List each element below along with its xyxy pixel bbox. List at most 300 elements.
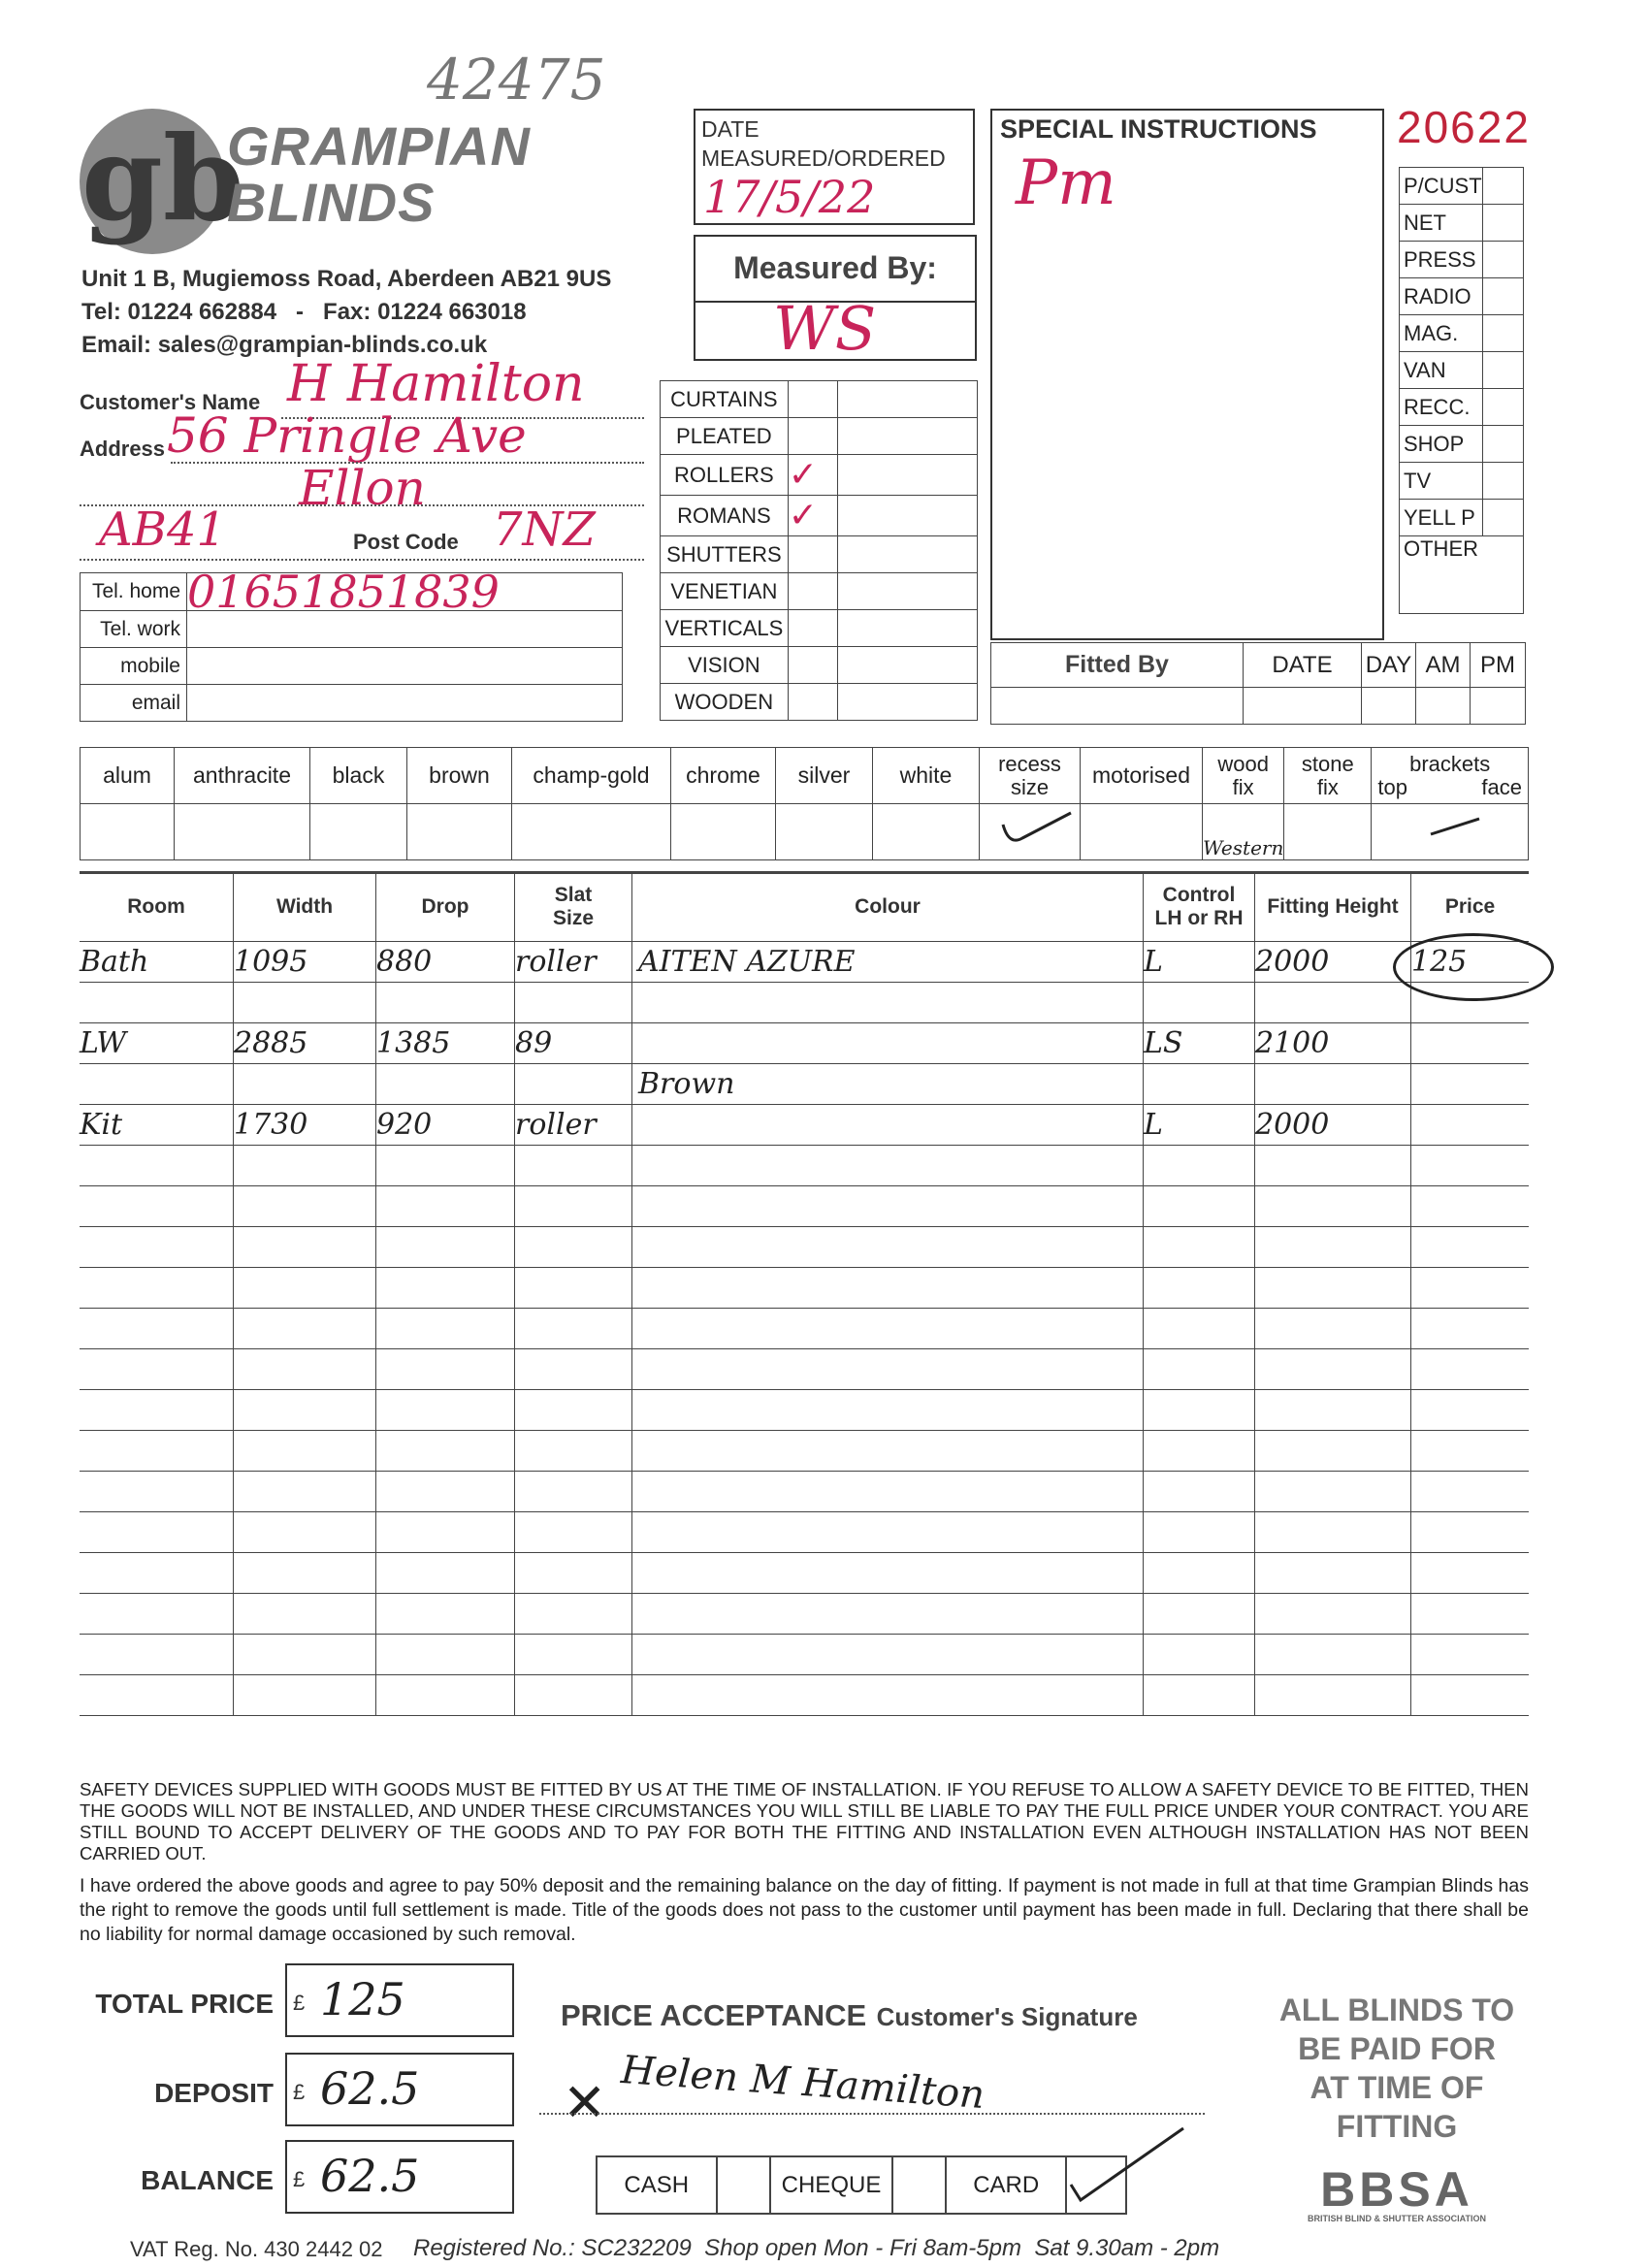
product-row[interactable] (661, 610, 978, 647)
order-cell-slat[interactable] (515, 1064, 632, 1105)
option-chrome-check[interactable] (671, 804, 776, 860)
order-cell-fitting-height[interactable] (1255, 1268, 1411, 1309)
deposit-value: 62.5 (320, 2062, 420, 2115)
order-cell-price[interactable] (1411, 1146, 1530, 1186)
fitted-by-field[interactable] (991, 688, 1244, 725)
source-label: VAN (1400, 352, 1483, 389)
order-cell-room[interactable]: LW (80, 1023, 234, 1064)
fitted-day-field[interactable] (1362, 688, 1416, 725)
address-line2[interactable]: Ellon (299, 460, 426, 516)
order-cell-colour[interactable] (632, 1186, 1144, 1227)
option-wood-fix-value[interactable]: Western (1203, 804, 1284, 860)
order-row[interactable] (80, 1186, 1529, 1227)
order-cell-colour[interactable]: Brown (632, 1064, 1144, 1105)
price-circle (1393, 933, 1554, 1001)
bbsa-wordmark: BBSA (1320, 2162, 1473, 2217)
product-tick[interactable]: ✓ (788, 496, 837, 536)
order-cell-width[interactable] (234, 1227, 376, 1268)
option-recess-line1: recess (998, 751, 1061, 776)
logo-letters: gb (81, 111, 244, 247)
order-cell-drop[interactable]: 880 (376, 942, 515, 983)
source-row[interactable] (1400, 242, 1524, 278)
order-cell-drop[interactable] (376, 1064, 515, 1105)
order-cell-colour[interactable] (632, 1553, 1144, 1594)
order-cell-room[interactable] (80, 1594, 234, 1635)
order-cell-colour[interactable] (632, 1268, 1144, 1309)
order-cell-width[interactable] (234, 1553, 376, 1594)
order-cell-slat[interactable]: 89 (515, 1023, 632, 1064)
order-cell-slat[interactable] (515, 1675, 632, 1716)
product-row[interactable] (661, 455, 978, 496)
order-row[interactable] (80, 1553, 1529, 1594)
fitted-by-label: Fitted By (991, 643, 1244, 688)
order-row[interactable] (80, 1309, 1529, 1349)
order-cell-room[interactable] (80, 1186, 234, 1227)
order-cell-slat[interactable]: roller (515, 942, 632, 983)
order-cell-control[interactable] (1144, 1431, 1255, 1472)
option-champ-gold: champ-gold (512, 748, 671, 804)
order-cell-fitting-height[interactable] (1255, 1553, 1411, 1594)
registration-info: Registered No.: SC232209 Shop open Mon - Fri 8am-5pm Sat 9.30am - 2pm (413, 2235, 1220, 2261)
order-cell-fitting-height[interactable] (1255, 1146, 1411, 1186)
option-brackets-label: brackets (1409, 751, 1491, 776)
source-label: RECC. (1400, 389, 1483, 426)
order-cell-colour[interactable] (632, 1472, 1144, 1512)
order-cell-colour[interactable] (632, 1105, 1144, 1146)
option-alum: alum (81, 748, 175, 804)
product-tick[interactable] (788, 573, 837, 610)
source-row[interactable] (1400, 463, 1524, 500)
notice-line: BE PAID FOR (1298, 2031, 1496, 2066)
fitted-date-field[interactable] (1244, 688, 1362, 725)
source-row[interactable] (1400, 315, 1524, 352)
order-cell-drop[interactable] (376, 1431, 515, 1472)
payment-notice (1251, 1991, 1542, 2146)
deposit-field[interactable] (285, 2053, 514, 2126)
deposit-label: DEPOSIT (154, 2078, 274, 2108)
order-cell-slat[interactable] (515, 1594, 632, 1635)
order-cell-price[interactable] (1411, 1105, 1530, 1146)
order-cell-width[interactable] (234, 1146, 376, 1186)
option-wood-fix (1203, 748, 1284, 804)
order-cell-colour[interactable]: AITEN AZURE (632, 942, 1144, 983)
order-cell-width[interactable] (234, 1268, 376, 1309)
order-row[interactable] (80, 983, 1529, 1023)
order-cell-room[interactable] (80, 1675, 234, 1716)
order-cell-room[interactable] (80, 1390, 234, 1431)
company-email: Email: sales@grampian-blinds.co.uk (81, 332, 488, 358)
order-cell-width[interactable] (234, 1675, 376, 1716)
order-cell-drop[interactable] (376, 1635, 515, 1675)
order-cell-control[interactable] (1144, 1349, 1255, 1390)
order-cell-price[interactable] (1411, 1186, 1530, 1227)
order-cell-fitting-height[interactable] (1255, 1349, 1411, 1390)
order-row[interactable] (80, 1023, 1529, 1064)
order-cell-width[interactable] (234, 1186, 376, 1227)
order-cell-fitting-height[interactable] (1255, 1512, 1411, 1553)
order-cell-room[interactable] (80, 1512, 234, 1553)
bbsa-logo (1280, 2162, 1513, 2223)
order-cell-slat[interactable] (515, 1390, 632, 1431)
postcode-value[interactable]: 7NZ (493, 502, 596, 557)
option-black: black (310, 748, 407, 804)
option-champ-gold-check[interactable] (512, 804, 671, 860)
col-width-header: Width (234, 873, 376, 942)
order-table (80, 873, 1529, 1716)
price-acceptance-label (561, 1998, 1138, 2033)
fitted-day-label: DAY (1362, 643, 1416, 688)
notice-line: ALL BLINDS TO (1278, 1993, 1515, 2027)
tel-home-field[interactable]: 01651851839 (187, 573, 623, 611)
order-cell-drop[interactable] (376, 1594, 515, 1635)
product-row[interactable] (661, 381, 978, 418)
order-row[interactable] (80, 1635, 1529, 1675)
order-cell-price[interactable] (1411, 1594, 1530, 1635)
order-cell-price[interactable]: 125 (1411, 942, 1530, 983)
order-cell-width[interactable]: 2885 (234, 1023, 376, 1064)
product-tick[interactable]: ✓ (788, 455, 837, 496)
order-cell-control[interactable] (1144, 1186, 1255, 1227)
order-cell-colour[interactable] (632, 1594, 1144, 1635)
measured-by-label: Measured By: (733, 250, 937, 285)
order-cell-drop[interactable] (376, 1675, 515, 1716)
date-label-2: MEASURED/ORDERED (701, 146, 946, 171)
total-price-field[interactable] (285, 1963, 514, 2037)
order-row[interactable] (80, 1594, 1529, 1635)
order-cell-slat[interactable] (515, 1309, 632, 1349)
order-cell-fitting-height[interactable]: 2000 (1255, 942, 1411, 983)
price-acceptance-title: PRICE ACCEPTANCE (561, 1998, 867, 2032)
total-price-label: TOTAL PRICE (95, 1989, 274, 2019)
order-cell-slat[interactable] (515, 1146, 632, 1186)
order-cell-slat[interactable] (515, 1349, 632, 1390)
order-cell-price[interactable] (1411, 1431, 1530, 1472)
option-top-label: top (1377, 774, 1407, 799)
order-cell-colour[interactable] (632, 983, 1144, 1023)
order-cell-slat[interactable] (515, 983, 632, 1023)
order-cell-control[interactable] (1144, 1594, 1255, 1635)
notice-line: AT TIME OF (1310, 2070, 1484, 2105)
order-cell-fitting-height[interactable]: 2100 (1255, 1023, 1411, 1064)
col-slat-line2: Size (552, 907, 595, 929)
order-cell-drop[interactable] (376, 1268, 515, 1309)
card-label: CARD (946, 2156, 1066, 2214)
option-silver-check[interactable] (776, 804, 873, 860)
source-label: TV (1400, 463, 1483, 500)
order-cell-slat[interactable] (515, 1227, 632, 1268)
order-cell-fitting-height[interactable] (1255, 1635, 1411, 1675)
fitted-pm-field[interactable] (1471, 688, 1526, 725)
cheque-check[interactable] (892, 2156, 947, 2214)
product-label: SHUTTERS (661, 536, 789, 573)
col-drop-header: Drop (376, 873, 515, 942)
order-cell-drop[interactable] (376, 1512, 515, 1553)
order-cell-drop[interactable] (376, 1186, 515, 1227)
order-cell-width[interactable] (234, 983, 376, 1023)
order-cell-colour[interactable] (632, 1227, 1144, 1268)
source-row[interactable] (1400, 205, 1524, 242)
order-cell-slat[interactable] (515, 1431, 632, 1472)
source-row[interactable] (1400, 168, 1524, 205)
order-row[interactable] (80, 1431, 1529, 1472)
order-cell-colour[interactable] (632, 1431, 1144, 1472)
order-cell-control[interactable] (1144, 1309, 1255, 1349)
option-white: white (873, 748, 980, 804)
order-cell-width[interactable] (234, 1349, 376, 1390)
order-cell-width[interactable] (234, 1390, 376, 1431)
col-fitting-height-header: Fitting Height (1255, 873, 1411, 942)
order-cell-fitting-height[interactable] (1255, 983, 1411, 1023)
order-cell-drop[interactable] (376, 1309, 515, 1349)
order-cell-fitting-height[interactable] (1255, 1594, 1411, 1635)
order-cell-drop[interactable]: 1385 (376, 1023, 515, 1064)
product-row[interactable] (661, 536, 978, 573)
order-row[interactable] (80, 1064, 1529, 1105)
option-brown-check[interactable] (407, 804, 512, 860)
order-cell-colour[interactable] (632, 1675, 1144, 1716)
order-cell-price[interactable] (1411, 1553, 1530, 1594)
order-cell-price[interactable] (1411, 1472, 1530, 1512)
tel-home-label: Tel. home (81, 573, 187, 611)
order-cell-control[interactable] (1144, 1553, 1255, 1594)
source-row[interactable] (1400, 500, 1524, 536)
order-cell-room[interactable] (80, 1472, 234, 1512)
source-row[interactable] (1400, 278, 1524, 315)
product-label: PLEATED (661, 418, 789, 455)
order-cell-width[interactable]: 1095 (234, 942, 376, 983)
order-cell-room[interactable] (80, 1349, 234, 1390)
date-label-1: DATE (701, 116, 760, 142)
order-cell-control[interactable]: L (1144, 1105, 1255, 1146)
source-label: SHOP (1400, 426, 1483, 463)
balance-label: BALANCE (141, 2165, 274, 2195)
order-cell-colour[interactable] (632, 1512, 1144, 1553)
order-cell-control[interactable] (1144, 1227, 1255, 1268)
option-white-check[interactable] (873, 804, 980, 860)
address-line3[interactable]: AB41 (99, 502, 227, 557)
order-cell-control[interactable] (1144, 1268, 1255, 1309)
order-cell-width[interactable] (234, 1064, 376, 1105)
total-price-value: 125 (320, 1973, 405, 2025)
order-cell-price[interactable] (1411, 1635, 1530, 1675)
order-cell-price[interactable] (1411, 1064, 1530, 1105)
special-instructions-value[interactable]: Pm (1016, 147, 1116, 219)
email-field[interactable] (187, 685, 623, 722)
order-cell-slat[interactable] (515, 1268, 632, 1309)
order-cell-price[interactable] (1411, 1675, 1530, 1716)
date-measured-value[interactable]: 17/5/22 (703, 171, 876, 223)
order-cell-fitting-height[interactable] (1255, 1431, 1411, 1472)
source-row[interactable] (1400, 389, 1524, 426)
order-cell-control[interactable]: LS (1144, 1023, 1255, 1064)
order-cell-control[interactable] (1144, 1146, 1255, 1186)
order-row[interactable] (80, 1227, 1529, 1268)
option-face-label: face (1481, 774, 1522, 799)
order-row[interactable] (80, 1390, 1529, 1431)
vat-number: VAT Reg. No. 430 2442 02 (130, 2237, 383, 2261)
order-cell-colour[interactable] (632, 1349, 1144, 1390)
order-cell-slat[interactable] (515, 1553, 632, 1594)
product-tick[interactable] (788, 647, 837, 684)
cash-label: CASH (597, 2156, 717, 2214)
notice-line: FITTING (1336, 2109, 1458, 2144)
order-cell-price[interactable] (1411, 1023, 1530, 1064)
order-row[interactable] (80, 1675, 1529, 1716)
order-cell-control[interactable] (1144, 1635, 1255, 1675)
order-cell-width[interactable] (234, 1594, 376, 1635)
pound-sign: £ (293, 1991, 306, 2015)
order-cell-room[interactable] (80, 1227, 234, 1268)
product-label: CURTAINS (661, 381, 789, 418)
order-cell-control[interactable] (1144, 1064, 1255, 1105)
order-row[interactable] (80, 1349, 1529, 1390)
product-tick[interactable] (788, 418, 837, 455)
order-cell-control[interactable] (1144, 1512, 1255, 1553)
order-cell-control[interactable] (1144, 1472, 1255, 1512)
order-cell-fitting-height[interactable] (1255, 1675, 1411, 1716)
order-cell-drop[interactable] (376, 1472, 515, 1512)
option-alum-check[interactable] (81, 804, 175, 860)
order-cell-control[interactable] (1144, 1390, 1255, 1431)
pound-sign: £ (293, 2167, 306, 2191)
order-cell-price[interactable] (1411, 1227, 1530, 1268)
order-row[interactable] (80, 1472, 1529, 1512)
order-cell-colour[interactable] (632, 1309, 1144, 1349)
order-cell-slat[interactable]: roller (515, 1105, 632, 1146)
order-cell-drop[interactable]: 920 (376, 1105, 515, 1146)
product-row[interactable] (661, 496, 978, 536)
source-row[interactable] (1400, 536, 1524, 614)
address-line1[interactable]: 56 Pringle Ave (167, 407, 527, 464)
order-cell-price[interactable] (1411, 1309, 1530, 1349)
order-cell-fitting-height[interactable] (1255, 1227, 1411, 1268)
mobile-field[interactable] (187, 648, 623, 685)
product-row[interactable] (661, 418, 978, 455)
order-cell-room[interactable] (80, 1146, 234, 1186)
order-cell-room[interactable] (80, 1635, 234, 1675)
order-cell-room[interactable]: Bath (80, 942, 234, 983)
order-cell-fitting-height[interactable] (1255, 1390, 1411, 1431)
customer-name-label: Customer's Name (80, 390, 261, 414)
order-cell-fitting-height[interactable] (1255, 1064, 1411, 1105)
order-cell-colour[interactable] (632, 1146, 1144, 1186)
product-row[interactable] (661, 573, 978, 610)
handwritten-reference: 42475 (427, 47, 606, 113)
order-cell-drop[interactable] (376, 1390, 515, 1431)
source-label: YELL P (1400, 500, 1483, 536)
option-stone-fix-check[interactable] (1284, 804, 1372, 860)
measured-by-value[interactable]: WS (773, 293, 877, 364)
order-cell-width[interactable] (234, 1472, 376, 1512)
order-cell-slat[interactable] (515, 1186, 632, 1227)
cash-check[interactable] (717, 2156, 771, 2214)
order-cell-colour[interactable] (632, 1390, 1144, 1431)
order-cell-slat[interactable] (515, 1472, 632, 1512)
order-cell-drop[interactable] (376, 1227, 515, 1268)
order-cell-room[interactable]: Kit (80, 1105, 234, 1146)
fitted-am-field[interactable] (1416, 688, 1471, 725)
order-cell-room[interactable] (80, 1268, 234, 1309)
option-black-check[interactable] (310, 804, 407, 860)
product-tick[interactable] (788, 536, 837, 573)
order-cell-room[interactable] (80, 983, 234, 1023)
option-silver: silver (776, 748, 873, 804)
order-cell-width[interactable] (234, 1431, 376, 1472)
order-cell-width[interactable]: 1730 (234, 1105, 376, 1146)
order-cell-width[interactable] (234, 1309, 376, 1349)
product-tick[interactable] (788, 381, 837, 418)
order-cell-colour[interactable] (632, 1635, 1144, 1675)
order-cell-control[interactable] (1144, 1675, 1255, 1716)
col-control-line2: LH or RH (1154, 907, 1244, 929)
source-row[interactable] (1400, 426, 1524, 463)
order-cell-fitting-height[interactable] (1255, 1309, 1411, 1349)
option-recess-line2: size (1010, 774, 1050, 799)
order-cell-room[interactable] (80, 1064, 234, 1105)
order-row[interactable] (80, 1146, 1529, 1186)
order-cell-slat[interactable] (515, 1635, 632, 1675)
option-recess-check[interactable] (980, 804, 1081, 860)
order-cell-width[interactable] (234, 1512, 376, 1553)
source-row[interactable] (1400, 352, 1524, 389)
order-cell-price[interactable] (1411, 1512, 1530, 1553)
source-list (1399, 167, 1524, 614)
product-types-table (660, 380, 978, 721)
order-row[interactable] (80, 1105, 1529, 1146)
order-cell-price[interactable] (1411, 1268, 1530, 1309)
order-cell-width[interactable] (234, 1635, 376, 1675)
option-anthracite-check[interactable] (175, 804, 310, 860)
order-cell-price[interactable] (1411, 1390, 1530, 1431)
order-cell-price[interactable] (1411, 1349, 1530, 1390)
card-check[interactable] (1066, 2156, 1126, 2214)
product-row[interactable] (661, 684, 978, 721)
product-tick[interactable] (788, 610, 837, 647)
option-brackets-check[interactable] (1372, 804, 1529, 860)
order-row[interactable] (80, 942, 1529, 983)
balance-field[interactable] (285, 2140, 514, 2214)
order-row[interactable] (80, 1268, 1529, 1309)
customer-signature[interactable]: Helen M Hamilton (619, 2047, 986, 2119)
order-cell-room[interactable] (80, 1309, 234, 1349)
option-motorised-check[interactable] (1081, 804, 1203, 860)
order-cell-drop[interactable] (376, 983, 515, 1023)
order-cell-drop[interactable] (376, 1349, 515, 1390)
customer-signature-label: Customer's Signature (876, 2002, 1138, 2031)
order-row[interactable] (80, 1512, 1529, 1553)
order-cell-control[interactable] (1144, 983, 1255, 1023)
product-row[interactable] (661, 647, 978, 684)
order-cell-room[interactable] (80, 1431, 234, 1472)
order-cell-fitting-height[interactable] (1255, 1472, 1411, 1512)
product-label: VERTICALS (661, 610, 789, 647)
order-cell-fitting-height[interactable] (1255, 1186, 1411, 1227)
order-cell-slat[interactable] (515, 1512, 632, 1553)
order-cell-drop[interactable] (376, 1146, 515, 1186)
customer-name-value[interactable]: H Hamilton (287, 355, 585, 413)
order-cell-drop[interactable] (376, 1553, 515, 1594)
order-cell-room[interactable] (80, 1553, 234, 1594)
fitted-pm-label: PM (1471, 643, 1526, 688)
address-label: Address (80, 437, 166, 461)
special-instructions-label: SPECIAL INSTRUCTIONS (1000, 114, 1317, 144)
order-cell-fitting-height[interactable]: 2000 (1255, 1105, 1411, 1146)
product-tick[interactable] (788, 684, 837, 721)
order-cell-control[interactable]: L (1144, 942, 1255, 983)
order-cell-colour[interactable] (632, 1023, 1144, 1064)
email-label: email (81, 685, 187, 722)
col-control-line1: Control (1162, 884, 1236, 906)
